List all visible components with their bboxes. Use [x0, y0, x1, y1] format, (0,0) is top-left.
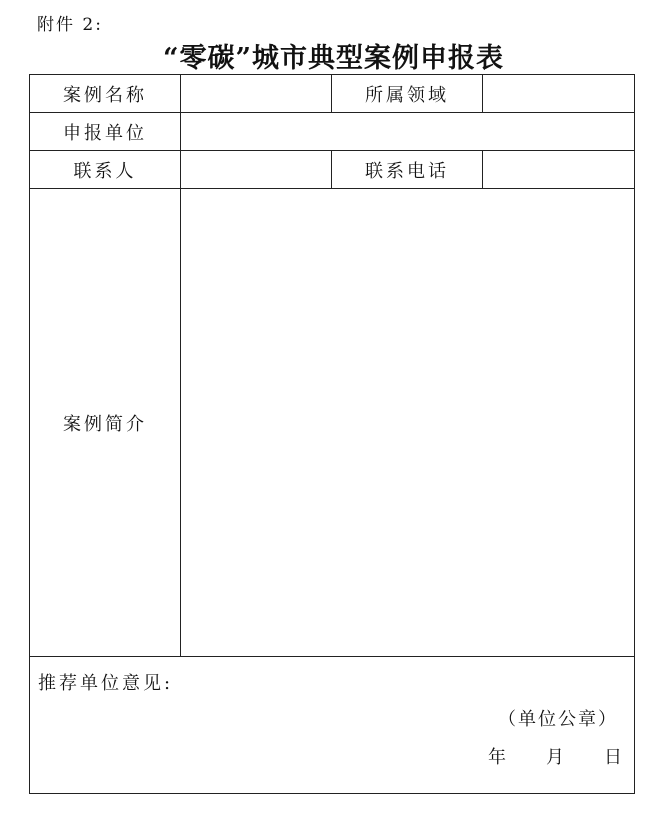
case-name-label: 案例名称 [30, 75, 181, 113]
row-case-intro [30, 189, 635, 657]
contact-person-field[interactable] [181, 151, 332, 189]
unit-seal-label: （单位公章） [498, 709, 618, 730]
recommendation-opinion-field[interactable] [30, 657, 635, 794]
case-intro-field[interactable] [181, 189, 635, 657]
page-title: “零碳”城市典型案例申报表 [162, 43, 505, 74]
contact-phone-label: 联系电话 [332, 151, 483, 189]
date-month-label: 月 [546, 747, 564, 768]
applicant-unit-label: 申报单位 [30, 113, 181, 151]
contact-phone-field[interactable] [483, 151, 635, 189]
date-year-label: 年 [488, 747, 506, 768]
row-recommendation [30, 657, 635, 794]
application-form-table [29, 74, 635, 794]
contact-person-label: 联系人 [30, 151, 181, 189]
case-name-field[interactable] [181, 75, 332, 113]
row-case-name [30, 75, 635, 113]
date-day-label: 日 [604, 747, 622, 768]
recommendation-opinion-label: 推荐单位意见: [38, 673, 174, 694]
applicant-unit-field[interactable] [181, 113, 635, 151]
domain-label: 所属领域 [332, 75, 483, 113]
attachment-label: 附件 2: [37, 15, 103, 35]
signature-date [488, 743, 622, 769]
case-intro-label: 案例简介 [30, 189, 181, 657]
row-contact [30, 151, 635, 189]
domain-field[interactable] [483, 75, 635, 113]
row-applicant-unit [30, 113, 635, 151]
